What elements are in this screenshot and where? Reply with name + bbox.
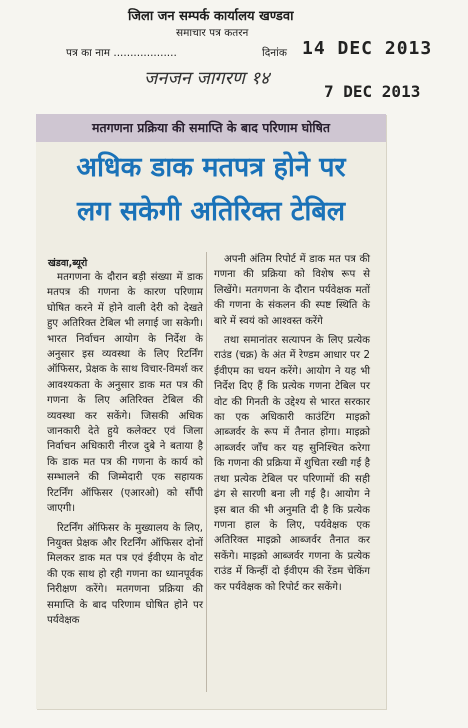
article-kicker: मतगणना प्रक्रिया की समाप्ति के बाद परिणाम घोषित (36, 114, 386, 142)
clipping-subtitle: समाचार पत्र कतरन (176, 27, 249, 39)
article-column-right (214, 252, 370, 599)
left-paragraph-1: मतगणना के दौरान बड़ी संख्या में डाक मतपत्र की गणना के कारण परिणाम घोषित करने में होने वाली देरी को देखते हुए अतिरिक्त टेबिल भी लगाई जा सकेगी। भारत निर्वाचन आयोग के निर्देश के अनुसार इस व्यवस्था के लिए रिटर्निंग ऑफिसर, प्रेक्षक के साथ विचार-विमर्श कर आवश्यकता के अनुसार डाक मत पत्र की गणना के लिए अतिरिक्त टेबिल की व्यवस्था कर सकेंगे। जिसकी अधिक जानकारी देते हुये कलेक्टर एवं जिला निर्वाचन अधिकारी नीरज दुबे ने बताया है कि डाक मत पत्र की गणना के कार्य को सम्भालने की जिम्मेदारी एक सहायक रिटर्निंग ऑफिसर (एआरओ) को सौंपी जाएगी। (47, 272, 203, 515)
handwritten-mark: १४ (250, 68, 270, 89)
date-stamp-primary: 14 DEC 2013 (302, 38, 433, 59)
article-headline (36, 146, 386, 234)
article-column-left (47, 270, 203, 632)
right-paragraph-2: तथा समानांतर सत्यापन के लिए प्रत्येक राउंड (चक्र) के अंत में रेण्डम आधार पर 2 ईवीएम का चयन करेंगे। आयोग ने यह भी निर्देश दिए हैं कि प्रत्येक गणना टेबिल पर वोट की गिनती के उद्देश्य से भारत सरकार का एक अधिकारी काउंटिंग माइक्रो आब्जर्वर के रूप में तैनात होगा। माइक्रो आब्जर्वर जाँच कर यह सुनिश्चित करेगा कि गणना की प्रक्रिया में शुचिता रखी गई है तथा प्रत्येक टेबिल पर परिणामों की सही ढंग से सारणी बना ली गई है। आयोग ने इस बात की भी अनुमति दी है कि प्रत्येक गणना हाल के लिए, पर्यवेक्षक एक अतिरिक्त माइक्रो आब्जर्वर तैनात कर सकेंगे। माइक्रो आब्जर्वर गणना के प्रत्येक राउंड में किन्हीं दो ईवीएम की रेंडम चेकिंग कर पर्यवेक्षक को रिपोर्ट कर सकेंगे। (214, 335, 370, 593)
paper-name-label: पत्र का नाम ................... (66, 47, 177, 59)
left-paragraph-2: रिटर्निंग ऑफिसर के मुख्यालय के लिए, नियुक्त प्रेक्षक और रिटर्निंग ऑफिसर दोनों मिलकर डाक मत पत्र एवं ईवीएम के वोट की एक साथ हो रही गणना का ध्यानपूर्वक निरीक्षण करेंगे। मतगणना प्रक्रिया की समाप्ति के बाद परिणाम घोषित होने पर पर्यवेक्षक (47, 522, 203, 626)
newspaper-clipping (36, 114, 386, 709)
column-divider (206, 252, 207, 692)
date-label: दिनांक (262, 47, 287, 59)
article-byline: खंडवा,ब्यूरो (48, 258, 88, 269)
headline-line-1: अधिक डाक मतपत्र होने पर (76, 152, 346, 183)
handwritten-paper-name (144, 66, 269, 90)
handwritten-paper-text: जनजन जागरण (144, 68, 245, 89)
right-paragraph-1: अपनी अंतिम रिपोर्ट में डाक मत पत्र की गणना की प्रक्रिया को विशेष रूप से लिखेंगे। मतगणना के दौरान पर्यवेक्षक मतों की गणना के संकलन की स्पष्ट स्थिति के बारे में स्वयं को आश्वस्त करेंगे (214, 254, 370, 327)
office-title: जिला जन सम्पर्क कार्यालय खण्डवा (128, 9, 294, 24)
date-stamp-secondary: 7 DEC 2013 (324, 82, 421, 101)
headline-line-2: लग सकेगी अतिरिक्त टेबिल (76, 196, 346, 227)
clipping-header (0, 0, 468, 110)
